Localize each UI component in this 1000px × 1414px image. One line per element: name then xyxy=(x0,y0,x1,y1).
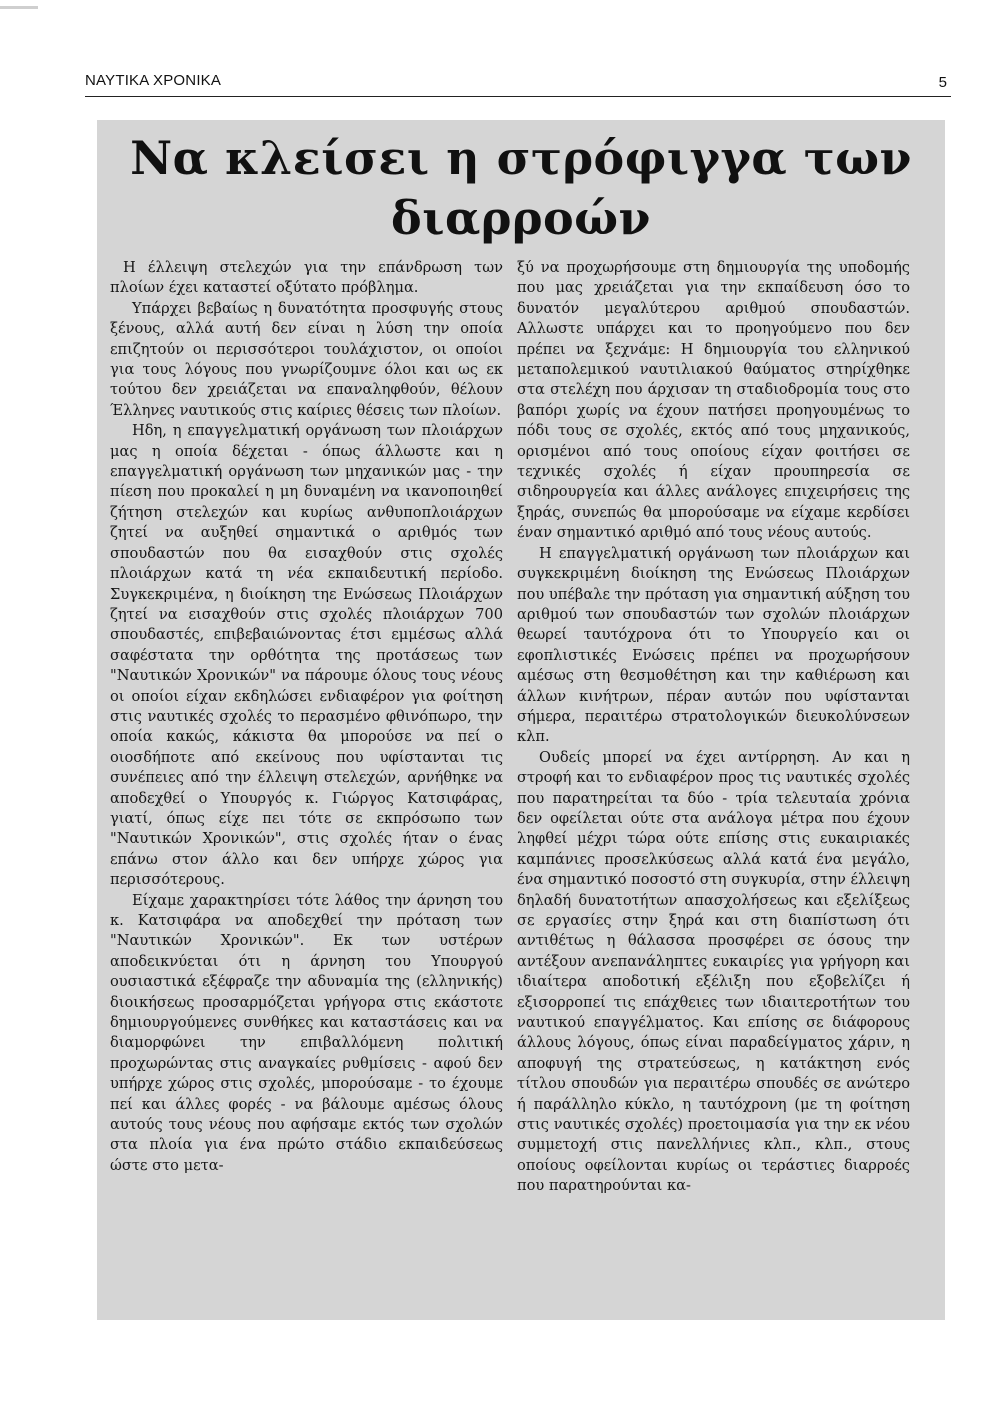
article-title-line-2: διαρροών xyxy=(391,191,651,245)
publication-name: ΝΑΥΤΙΚΑ ΧΡΟΝΙΚΑ xyxy=(85,72,222,89)
paragraph: ξύ να προχωρήσουμε στη δημιουργία της υποδομής που μας χρειάζεται για την εκπαίδευση όσο το δυνατόν μεγαλύτερου αριθμού σπουδαστών. Αλλωστε υπάρχει και το προηγούμενο που δεν πρέπει να ξεχνάμε: Η δημιουργία του ελληνικού μεταπολεμικού ναυτιλιακού θαύματος στηρίχθηκε στα στελέχη που άρχισαν τη σταδιοδρομία τους στο βαπόρι χωρίς να έχουν πατήσει προηγουμένως το πόδι τους σε σχολές, εκτός από τους μηχανικούς, ορισμένοι από τους οποίους είχαν φοιτήσει σε τεχνικές σχολές ή είχαν προυπηρεσία σε σιδηρουργεία και άλλες ανάλογες επιχειρήσεις της ξηράς, συνεπώς θα μπορούσαμε να είχαμε κερδίσει έναν σημαντικό αριθμό από τους νέους αυτούς. xyxy=(517,259,910,542)
paragraph: Είχαμε χαρακτηρίσει τότε λάθος την άρνηση του κ. Κατσιφάρα να αποδεχθεί την πρόταση των "Ναυτικών Χρονικών". Εκ των υστέρων αποδεικνύεται ότι η άρνηση του Υπουργού ουσιαστικά εξέφραζε την αδυναμία της (ελληνικής) διοικήσεως προσαρμόζεται γρήγορα στις εκάστοτε δημιουργούμενες συνθήκες και καταστάσεις και να διαμορφώνει την επιβαλλόμενη πολιτική προχωρώντας στις αναγκαίες ρυθμίσεις - αφού δεν υπήρχε χώρος στις σχολές, μπορούσαμε - το έχουμε πεί και άλλες φορές - να βάλουμε αμέσως όλους αυτούς τους νέους που αφήσαμε εκτός των σχολών στα πλοία για ένα πρώτο στάδιο εκπαιδεύσεως ώστε στο μετα- xyxy=(110,891,503,1174)
scan-corner-mark xyxy=(0,6,38,9)
article-column-left xyxy=(110,258,503,1176)
paragraph: Υπάρχει βεβαίως η δυνατότητα προσφυγής στους ξένους, αλλά αυτή δεν είναι η λύση την οποία επιζητούν οι περισσότεροι τουλάχιστον, οι οποίοι για τους λόγους που γνωρίζουμνε όλοι και ως εκ τούτου δεν χρειάζεται να επαναληφθούν, θέλουν Έλληνες ναυτικούς στις καίριες θέσεις των πλοίων. xyxy=(110,299,503,419)
paragraph: Η επαγγελματική οργάνωση των πλοιάρχων και συγκεκριμένη διοίκηση της Ενώσεως Πλοιάρχων που υπέβαλε την πρόταση για σημαντική αύξηση του αριθμού των σπουδαστών των σχολών πλοιάρχων θεωρεί ταυτόχρονα ότι το Υπουργείο και οι εφοπλιστικές Ενώσεις πρέπει να προχωρήσουν αμέσως στη θεσμοθέτηση και την καθιέρωση και άλλων κινήτρων, πέραν αυτών που υφίστανται σήμερα, περαιτέρω στρατολογικών διευκολύνσεων κλπ. xyxy=(517,544,910,746)
paragraph: Ουδείς μπορεί να έχει αντίρρηση. Αν και η στροφή και το ενδιαφέρον προς τις ναυτικές σχολές που παρατηρείται τα δύο - τρία τελευταία χρόνια δεν οφείλεται ούτε στα ανάλογα μέτρα που έχουν ληφθεί μέχρι τώρα ούτε επίσης στις ευκαιριακές καμπάνιες προσελκύσεως αλλά κατά ένα μεγάλο, ένα σημαντικό ποσοστό στη συγκυρία, στην έλλειψη δηλαδή δυνατοτήτων απασχολήσεως και εξελίξεως σε εργασίες στην ξηρά και στη διαπίστωση ότι αντιθέτως η θάλασσα προσφέρει σε όσους την αντέξουν ανεπανάληπτες ευκαιρίες για γρήγορη και ιδιαίτερα αποδοτική εξέλιξη που εξοβελίζει ή εξισορροπεί τις επάχθειες των ιδιαιτεροτήτων του ναυτικού επαγγέλματος. Και επίσης σε διάφορους άλλους λόγους, όπως είναι παραδείγματος χάριν, η αποφυγή της στρατεύσεως, η κατάκτηση ενός τίτλου σπουδών για περαιτέρω σπουδές σε ανώτερο ή παράλληλο κύκλο, η ταυτόχρονη (με τη φοίτηση στις ναυτικές σχολές) προετοιμασία για την εκ νέου συμμετοχή στις πανελλήνιες κλπ., κλπ., στους οποίους οφείλονται κυρίως οι τεράστιες διαρροές που παρατηρούνται κα- xyxy=(517,748,910,1195)
page-number: 5 xyxy=(938,74,947,91)
article-box xyxy=(97,120,945,1320)
paragraph: Η έλλειψη στελεχών για την επάνδρωση των πλοίων έχει καταστεί οξύτατο πρόβλημα. xyxy=(110,259,503,297)
header-divider xyxy=(85,96,951,97)
paragraph: Ηδη, η επαγγελματική οργάνωση των πλοιάρχων μας η οποία δέχεται - όπως άλλωστε και η επαγγελματική οργάνωση των μηχανικών μας - την πίεση που προκαλεί η μη δυναμένη να ικανοποιηθεί ζήτηση στελεχών και κυρίως ανθυποπλοιάρχων ζητεί να αυξηθεί σημαντικά ο αριθμός των σπουδαστών που θα εισαχθούν στις σχολές πλοιάρχων κατά τη νέα εκπαιδευτική περίοδο. Συγκεκριμένα, η διοίκηση τηε Ενώσεως Πλοιάρχων ζητεί να εισαχθούν στις σχολές πλοιάρχων 700 σπουδαστές, επιβεβαιώνοντας έτσι εμμέσως αλλά σαφέστατα την ορθότητα της προτάσεως των "Ναυτικών Χρονικών" να πάρουμε όλους τους νέους οι οποίοι είχαν εκδηλώσει ενδιαφέρον για φοίτηση στις ναυτικές σχολές το περασμένο φθινόπωρο, την οποία κακώς, κάκιστα θα μπορούσε να πεί ο οιοσδήποτε από εκείνους που υφίστανται τις συνέπειες από την έλλειψη στελεχών, αρνήθηκε να αποδεχθεί ο Υπουργός κ. Γιώργος Κατσιφάρας, γιατί, όπως είχε πει τότε σε εκπρόσωπο των "Ναυτικών Χρονικών", στις σχολές ήταν ο ένας επάνω στον άλλο και δεν υπήρχε χώρος για περισσότερους. xyxy=(110,422,503,889)
page-header xyxy=(85,72,951,94)
article-column-right xyxy=(517,258,910,1197)
article-title-line-1: Να κλείσει η στρόφιγγα των xyxy=(130,131,912,185)
article-title xyxy=(97,128,945,248)
